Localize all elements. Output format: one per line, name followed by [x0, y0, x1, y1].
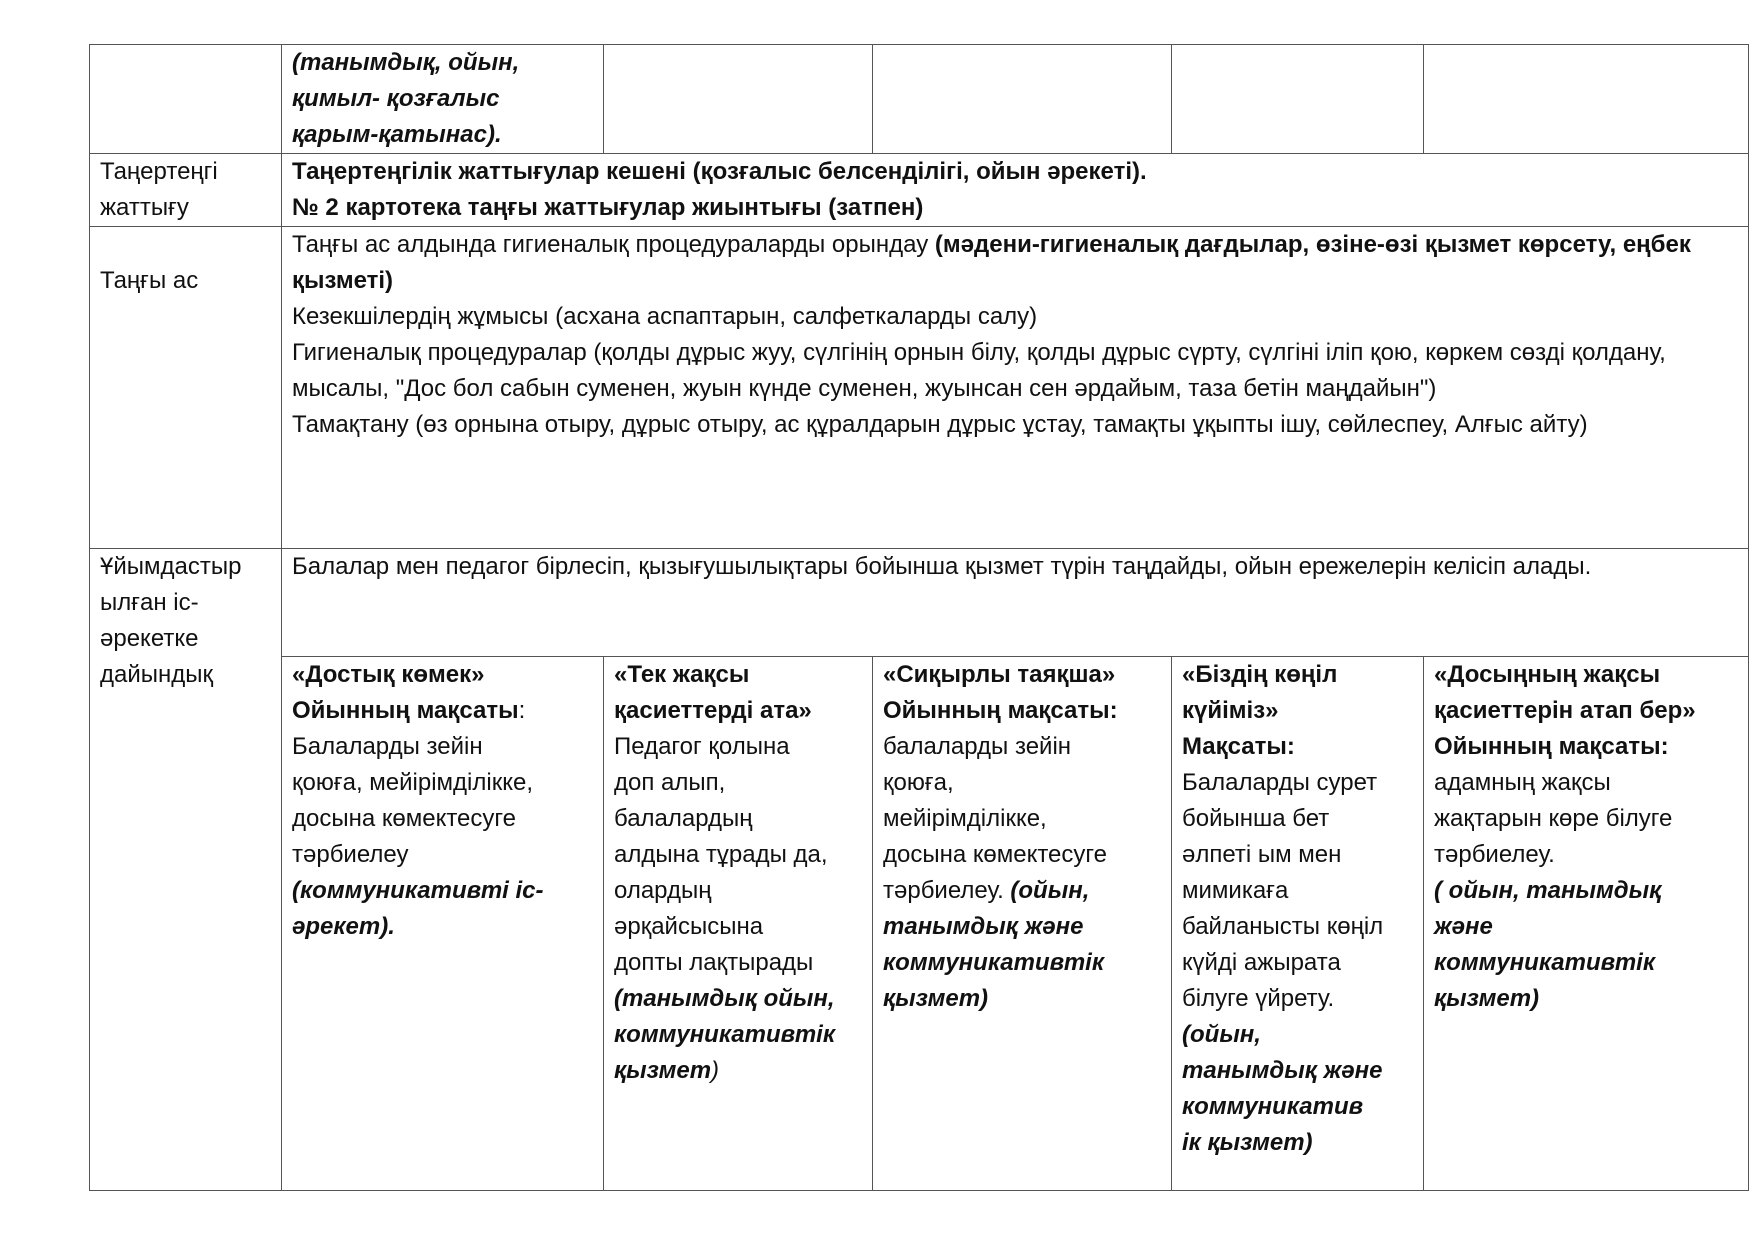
breakfast-paragraph: Кезекшілердің жұмысы (асхана аспаптарын, салфеткаларды салу): [292, 303, 1038, 330]
game-activity-tag: коммуникатив: [1182, 1093, 1364, 1120]
game-title: күйіміз»: [1182, 697, 1279, 724]
breakfast-skills: (мәдени-гигиеналық дағдылар, өзіне-өзі қызмет көрсету, еңбек қызметі): [292, 231, 1691, 294]
game-text-line: күйді ажырата: [1182, 949, 1341, 976]
breakfast-content: [282, 227, 1749, 549]
game-activity-tag: әрекет).: [292, 913, 395, 940]
game-text-line: балаларды зейін: [883, 733, 1072, 760]
game-activity-tag: ( ойын, танымдық: [1434, 877, 1662, 904]
game-cell: [873, 657, 1172, 1191]
game-cell: [1424, 657, 1749, 1191]
game-text-line: тәрбиелеу: [292, 841, 409, 868]
game-activity-tag: (танымдық ойын,: [614, 985, 835, 1012]
game-text-line: байланысты көңіл: [1182, 913, 1384, 940]
game-text-line: қоюға, мейірімділікке,: [292, 769, 534, 796]
game-text-line: олардың: [614, 877, 712, 904]
game-text-line: Балаларды зейін: [292, 733, 483, 760]
game-text-line: мейірімділікке,: [883, 805, 1047, 832]
game-text-line: білуге үйрету.: [1182, 985, 1335, 1012]
empty-cell: [873, 45, 1172, 154]
game-activity-tag: коммуникативтік: [1434, 949, 1655, 976]
game-text-line: балалардың: [614, 805, 753, 832]
game-text-line: алдына тұрады да,: [614, 841, 828, 868]
game-goal-label: Ойынның мақсаты: [292, 697, 519, 724]
activity-type-row: [90, 45, 1749, 154]
game-text-line: тәрбиелеу.: [883, 877, 1011, 904]
activity-type-line: (танымдық, ойын,: [292, 49, 520, 76]
activity-type-cell: [282, 45, 604, 154]
game-activity-tag: қызмет): [883, 985, 989, 1012]
game-cell: [1172, 657, 1424, 1191]
game-activity-tag: (ойын,: [1010, 877, 1090, 904]
morning-exercise-line: Таңертеңгілік жаттығулар кешені (қозғалыс белсенділігі, ойын әрекеті).: [292, 158, 1147, 185]
row-label-line: дайындық: [100, 661, 214, 688]
game-text-line: әлпеті ым мен: [1182, 841, 1342, 868]
morning-exercise-line: № 2 картотека таңғы жаттығулар жиынтығы (затпен): [292, 194, 924, 221]
game-activity-tag: коммуникативтік: [883, 949, 1104, 976]
game-goal-suffix: :: [518, 697, 526, 724]
game-text-line: досына көмектесуге: [292, 805, 516, 832]
breakfast-paragraph: Гигиеналық процедуралар (қолды дұрыс жуу, сүлгінің орнын білу, қолды дұрыс сүрту, сүлгіні іліп қою, көркем сөзді қолдану, мысалы, "Дос бол сабын суменен, жуын күнде суменен, жуынсан сен әрдайым, таза бетін маңдайын"): [292, 339, 1666, 402]
schedule-table: [89, 44, 1749, 1191]
game-cell: [604, 657, 873, 1191]
game-title: «Достық көмек»: [292, 661, 485, 688]
breakfast-text: Таңғы ас алдында гигиеналық процедураларды орындау: [292, 231, 935, 258]
game-text-line: қоюға,: [883, 769, 954, 796]
game-text-line: Педагог қолына: [614, 733, 790, 760]
row-label-line: ылған іс-: [100, 589, 199, 616]
game-text-line: адамның жақсы: [1434, 769, 1611, 796]
activity-type-line: қимыл- қозғалыс: [292, 85, 500, 112]
game-text-line: доп алып,: [614, 769, 726, 796]
game-text-line: допты лақтырады: [614, 949, 814, 976]
empty-cell: [604, 45, 873, 154]
game-text-line: жақтарын көре білуге: [1434, 805, 1673, 832]
preparation-row: [90, 549, 1749, 657]
game-title: «Досыңның жақсы: [1434, 661, 1661, 688]
breakfast-paragraph: [292, 227, 1740, 299]
game-activity-tag: және: [1434, 913, 1493, 940]
preparation-intro: Балалар мен педагог бірлесіп, қызығушылықтары бойынша қызмет түрін таңдайды, ойын ережелерін келісіп алады.: [282, 549, 1749, 657]
row-label: [90, 549, 282, 1191]
game-goal-label: Ойынның мақсаты:: [883, 697, 1118, 724]
morning-exercise-content: [282, 154, 1749, 227]
game-title: «Біздің көңіл: [1182, 661, 1338, 688]
game-text-line: Балаларды сурет: [1182, 769, 1378, 796]
game-activity-tag: танымдық және: [1182, 1057, 1383, 1084]
game-goal-label: Мақсаты:: [1182, 733, 1295, 760]
breakfast-paragraph: Тамақтану (өз орнына отыру, дұрыс отыру, ас құралдарын дұрыс ұстау, тамақты ұқыпты ішу, сөйлеспеу, Алғыс айту): [292, 411, 1588, 438]
empty-label-cell: [90, 45, 282, 154]
game-activity-tag-tail: ): [711, 1057, 720, 1084]
game-title: «Тек жақсы: [614, 661, 750, 688]
game-title: қасиеттерін атап бер»: [1434, 697, 1696, 724]
activity-type-line: қарым-қатынас).: [292, 121, 502, 148]
game-activity-tag: коммуникативтік: [614, 1021, 835, 1048]
row-label-line: Ұйымдастыр: [100, 553, 242, 580]
game-text-line: тәрбиелеу.: [1434, 841, 1555, 868]
game-activity-tag: ік қызмет): [1182, 1129, 1313, 1156]
row-label-line: әрекетке: [100, 625, 199, 652]
game-goal-label: Ойынның мақсаты:: [1434, 733, 1669, 760]
game-text-line: бойынша бет: [1182, 805, 1330, 832]
empty-cell: [1172, 45, 1424, 154]
morning-exercise-row: [90, 154, 1749, 227]
game-cell: [282, 657, 604, 1191]
game-activity-tag: (ойын,: [1182, 1021, 1261, 1048]
game-activity-tag: танымдық және: [883, 913, 1084, 940]
game-activity-tag: қызмет): [1434, 985, 1540, 1012]
row-label: Таңертеңгі жаттығу: [90, 154, 282, 227]
game-text-line: әрқайсысына: [614, 913, 764, 940]
game-activity-tag: (коммуникативті іс-: [292, 877, 544, 904]
game-text-line: досына көмектесуге: [883, 841, 1107, 868]
game-text-line: мимикаға: [1182, 877, 1289, 904]
row-label: Таңғы ас: [90, 227, 282, 549]
game-title: «Сиқырлы таяқша»: [883, 661, 1116, 688]
game-activity-tag: қызмет: [614, 1057, 712, 1084]
games-row: [90, 657, 1749, 1191]
empty-cell: [1424, 45, 1749, 154]
breakfast-row: [90, 227, 1749, 549]
game-title: қасиеттерді ата»: [614, 697, 812, 724]
